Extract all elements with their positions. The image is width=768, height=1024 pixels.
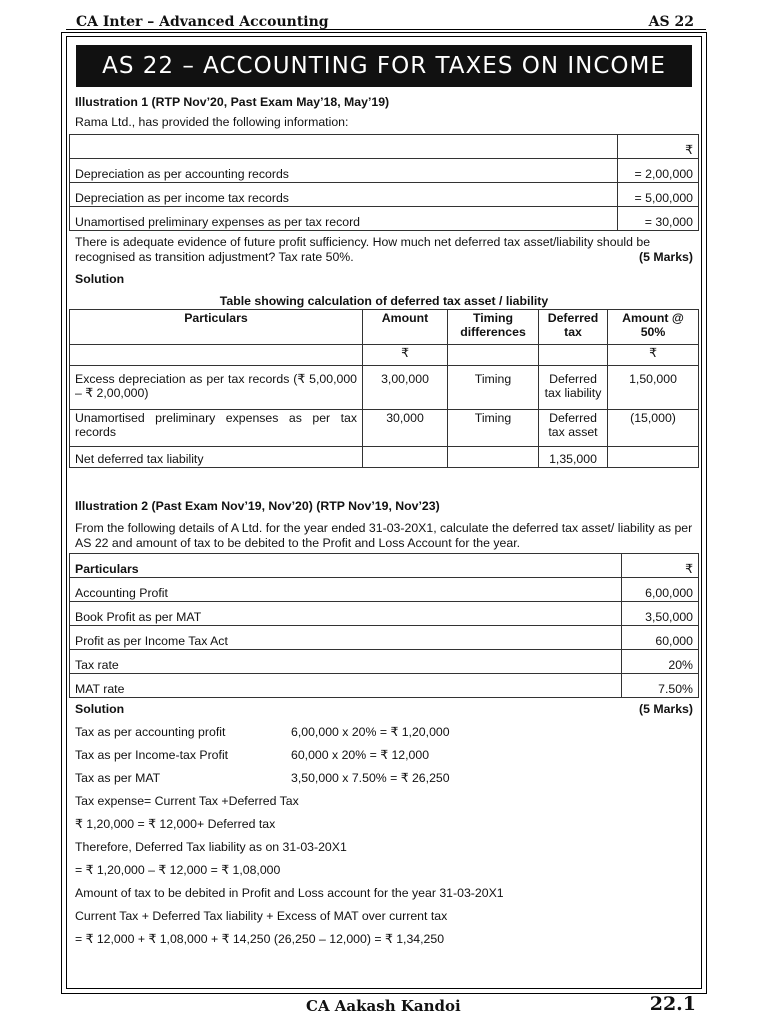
- table-row: [70, 674, 699, 698]
- table-cell: Deferred tax asset: [539, 410, 608, 447]
- table-cell: 3,00,000: [363, 366, 448, 410]
- table-cell: 1,35,000: [539, 447, 608, 468]
- running-header: [76, 10, 694, 30]
- table-cell: [70, 135, 618, 159]
- row-label: Book Profit as per MAT: [70, 602, 622, 626]
- particulars-header: Particulars: [70, 554, 622, 578]
- table-cell: [448, 447, 539, 468]
- calc-value: 6,00,000 x 20% = ₹ 1,20,000: [291, 725, 450, 739]
- row-label: MAT rate: [70, 674, 622, 698]
- solution-line: ₹ 1,20,000 = ₹ 12,000+ Deferred tax: [75, 817, 276, 831]
- illustration-2-info-table: [69, 553, 699, 698]
- table-cell: Timing: [448, 410, 539, 447]
- row-value: 60,000: [622, 626, 699, 650]
- column-header: Amount: [363, 310, 448, 345]
- table-cell: Excess depreciation as per tax records (₹ 5,00,000 – ₹ 2,00,000): [70, 366, 363, 410]
- solution-line: Amount of tax to be debited in Profit and Loss account for the year 31-03-20X1: [75, 886, 504, 900]
- currency-header: ₹: [622, 554, 699, 578]
- table-cell: Unamortised preliminary expenses as per tax records: [70, 410, 363, 447]
- row-value: = 2,00,000: [618, 159, 699, 183]
- column-header: Amount @ 50%: [608, 310, 699, 345]
- illustration-2-intro: From the following details of A Ltd. for the year ended 31-03-20X1, calculate the deferred tax asset/ liability as per AS 22 and amount of tax to be debited to the Profit and Loss Account for the year.: [75, 521, 693, 550]
- row-value: = 30,000: [618, 207, 699, 231]
- table-row: [70, 626, 699, 650]
- table-cell: Deferred tax liability: [539, 366, 608, 410]
- table-title: Table showing calculation of deferred tax asset / liability: [219, 294, 549, 308]
- table-cell: [70, 345, 363, 366]
- footer-author: CA Aakash Kandoi: [306, 997, 461, 1015]
- header-rule: [66, 29, 706, 30]
- row-label: Profit as per Income Tax Act: [70, 626, 622, 650]
- row-label: Unamortised preliminary expenses as per tax record: [70, 207, 618, 231]
- table-cell: [448, 345, 539, 366]
- solution-label: Solution: [75, 702, 125, 716]
- table-row: [70, 650, 699, 674]
- table-cell: [539, 345, 608, 366]
- table-cell: ₹: [608, 345, 699, 366]
- table-cell: [363, 447, 448, 468]
- table-row: [70, 447, 699, 468]
- table-row: [70, 207, 699, 231]
- header-chapter: AS 22: [648, 14, 694, 30]
- solution-line: Therefore, Deferred Tax liability as on 31-03-20X1: [75, 840, 347, 854]
- page-content: [69, 42, 699, 984]
- table-row: [70, 554, 699, 578]
- table-cell: (15,000): [608, 410, 699, 447]
- solution-line: = ₹ 1,20,000 – ₹ 12,000 = ₹ 1,08,000: [75, 863, 281, 877]
- chapter-title: AS 22 – ACCOUNTING FOR TAXES ON INCOME: [76, 45, 692, 87]
- table-header-row: [70, 310, 699, 345]
- solution-label: Solution: [75, 272, 125, 286]
- table-cell: ₹: [363, 345, 448, 366]
- table-row: [70, 135, 699, 159]
- marks-badge: (5 Marks): [639, 702, 693, 716]
- solution-line: Current Tax + Deferred Tax liability + Excess of MAT over current tax: [75, 909, 448, 923]
- calc-label: Tax as per accounting profit: [75, 725, 226, 739]
- row-value: 3,50,000: [622, 602, 699, 626]
- unit-row: [70, 345, 699, 366]
- solution-line: Tax expense= Current Tax +Deferred Tax: [75, 794, 299, 808]
- marks-badge: (5 Marks): [639, 250, 693, 264]
- row-value: 20%: [622, 650, 699, 674]
- table-row: [70, 602, 699, 626]
- deferred-tax-table: [69, 309, 699, 468]
- table-row: [70, 159, 699, 183]
- column-header: Timing differences: [448, 310, 539, 345]
- table-row: [70, 578, 699, 602]
- page-footer: [66, 993, 696, 1019]
- calc-value: 3,50,000 x 7.50% = ₹ 26,250: [291, 771, 450, 785]
- illustration-2-heading: Illustration 2 (Past Exam Nov’19, Nov’20) (RTP Nov’19, Nov’23): [75, 499, 440, 513]
- row-value: = 5,00,000: [618, 183, 699, 207]
- question-text: There is adequate evidence of future profit sufficiency. How much net deferred tax asset/liability should be recognised as transition adjustment? Tax rate 50%.: [75, 235, 651, 264]
- table-cell: Net deferred tax liability: [70, 447, 363, 468]
- calc-value: 60,000 x 20% = ₹ 12,000: [291, 748, 430, 762]
- table-row: [70, 366, 699, 410]
- column-header: Deferred tax: [539, 310, 608, 345]
- table-cell: [608, 447, 699, 468]
- row-label: Accounting Profit: [70, 578, 622, 602]
- row-label: Tax rate: [70, 650, 622, 674]
- calc-label: Tax as per Income-tax Profit: [75, 748, 229, 762]
- calc-label: Tax as per MAT: [75, 771, 161, 785]
- illustration-1-question: [69, 235, 699, 265]
- solution-line: = ₹ 12,000 + ₹ 1,08,000 + ₹ 14,250 (26,250 – 12,000) = ₹ 1,34,250: [75, 932, 445, 946]
- row-value: 7.50%: [622, 674, 699, 698]
- column-header: Particulars: [70, 310, 363, 345]
- currency-header: ₹: [618, 135, 699, 159]
- table-cell: 1,50,000: [608, 366, 699, 410]
- row-value: 6,00,000: [622, 578, 699, 602]
- row-label: Depreciation as per income tax records: [70, 183, 618, 207]
- illustration-1-info-table: [69, 134, 699, 231]
- header-subject: CA Inter – Advanced Accounting: [76, 14, 329, 30]
- calc-line: [69, 767, 699, 790]
- illustration-1-heading: Illustration 1 (RTP Nov’20, Past Exam May’18, May’19): [75, 95, 390, 109]
- table-row: [70, 410, 699, 447]
- table-row: [70, 183, 699, 207]
- solution-row: [69, 698, 699, 721]
- table-cell: Timing: [448, 366, 539, 410]
- illustration-1-intro: Rama Ltd., has provided the following information:: [75, 115, 349, 129]
- calc-line: [69, 744, 699, 767]
- table-cell: 30,000: [363, 410, 448, 447]
- page-number: 22.1: [649, 993, 696, 1015]
- calc-line: [69, 721, 699, 744]
- row-label: Depreciation as per accounting records: [70, 159, 618, 183]
